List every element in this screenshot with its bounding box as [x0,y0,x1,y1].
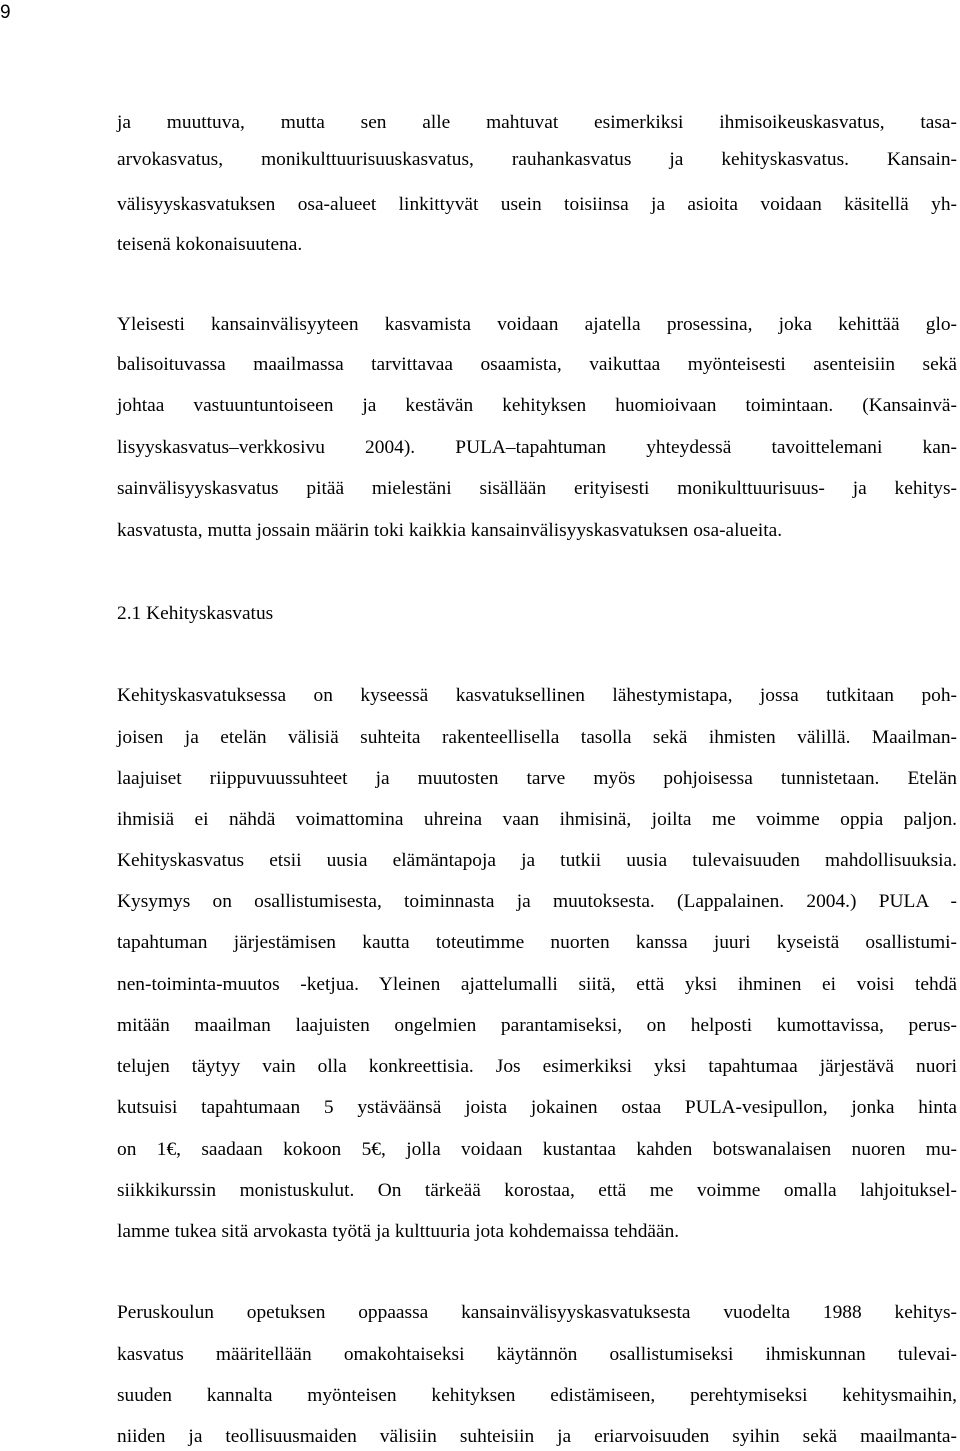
text-line: lisyyskasvatus–verkkosivu 2004). PULA–tapahtuman yhteydessä tavoittelemani kan- [117,437,957,458]
text-line: ihmisiä ei nähdä voimattomina uhreina vaan ihmisinä, joilta me voimme oppia paljon. [117,809,957,830]
text-line: tapahtuman järjestämisen kautta toteutimme nuorten kanssa juuri kyseistä osallistumi- [117,932,957,953]
text-line: ja muuttuva, mutta sen alle mahtuvat esimerkiksi ihmisoikeuskasvatus, tasa- [117,112,957,133]
text-line: on 1€, saadaan kokoon 5€, jolla voidaan kustantaa kahden botswanalaisen nuoren mu- [117,1139,957,1160]
page-number: 9 [0,2,11,23]
text-line: suuden kannalta myönteisen kehityksen edistämiseen, perehtymiseksi kehitysmaihin, [117,1385,957,1406]
text-line: välisyyskasvatuksen osa-alueet linkittyvät usein toisiinsa ja asioita voidaan käsitellä yh- [117,194,957,215]
text-line: Kehityskasvatuksessa on kyseessä kasvatuksellinen lähestymistapa, jossa tutkitaan poh- [117,685,957,706]
text-line: niiden ja teollisuusmaiden välisiin suhteisiin ja eriarvoisuuden syihin sekä maailmanta- [117,1426,957,1447]
text-line: telujen täytyy vain olla konkreettisia. Jos esimerkiksi yksi tapahtumaa järjestävä nuori [117,1056,957,1077]
text-line: laajuiset riippuvuussuhteet ja muutosten tarve myös pohjoisessa tunnistetaan. Etelän [117,768,957,789]
text-line: Kehityskasvatus etsii uusia elämäntapoja ja tutkii uusia tulevaisuuden mahdollisuuksia. [117,850,957,871]
text-line: kasvatusta, mutta jossain määrin toki kaikkia kansainvälisyyskasvatuksen osa-alueita. [117,520,783,541]
text-line: johtaa vastuuntuntoiseen ja kestävän kehityksen huomioivaan toimintaan. (Kansainvä- [117,395,957,416]
text-line: joisen ja etelän välisiä suhteita rakenteellisella tasolla sekä ihmisten välillä. Maailman- [117,727,957,748]
text-line: mitään maailman laajuisten ongelmien parantamiseksi, on helposti kumottavissa, perus- [117,1015,957,1036]
text-line: Kysymys on osallistumisesta, toiminnasta ja muutoksesta. (Lappalainen. 2004.) PULA - [117,891,957,912]
text-line: kutsuisi tapahtumaan 5 ystäväänsä joista jokainen ostaa PULA-vesipullon, jonka hinta [117,1097,957,1118]
text-line: kasvatus määritellään omakohtaiseksi käytännön osallistumiseksi ihmiskunnan tulevai- [117,1344,957,1365]
text-line: teisenä kokonaisuutena. [117,234,303,255]
text-line: Peruskoulun opetuksen oppaassa kansainvälisyyskasvatuksesta vuodelta 1988 kehitys- [117,1302,957,1323]
text-line: arvokasvatus, monikulttuurisuuskasvatus, rauhankasvatus ja kehityskasvatus. Kansain- [117,149,957,170]
section-heading: 2.1 Kehityskasvatus [117,603,274,624]
text-line: Yleisesti kansainvälisyyteen kasvamista voidaan ajatella prosessina, joka kehittää glo- [117,314,957,335]
text-line: lamme tukea sitä arvokasta työtä ja kulttuuria jota kohdemaissa tehdään. [117,1221,680,1242]
text-line: balisoituvassa maailmassa tarvittavaa osaamista, vaikuttaa myönteisesti asenteisiin sekä [117,354,957,375]
text-line: sainvälisyyskasvatus pitää mielestäni sisällään erityisesti monikulttuurisuus- ja kehitys- [117,478,957,499]
text-line: nen-toiminta-muutos -ketjua. Yleinen ajattelumalli siitä, että yksi ihminen ei voisi tehdä [117,974,957,995]
text-line: siikkikurssin monistuskulut. On tärkeää korostaa, että me voimme omalla lahjoituksel- [117,1180,957,1201]
